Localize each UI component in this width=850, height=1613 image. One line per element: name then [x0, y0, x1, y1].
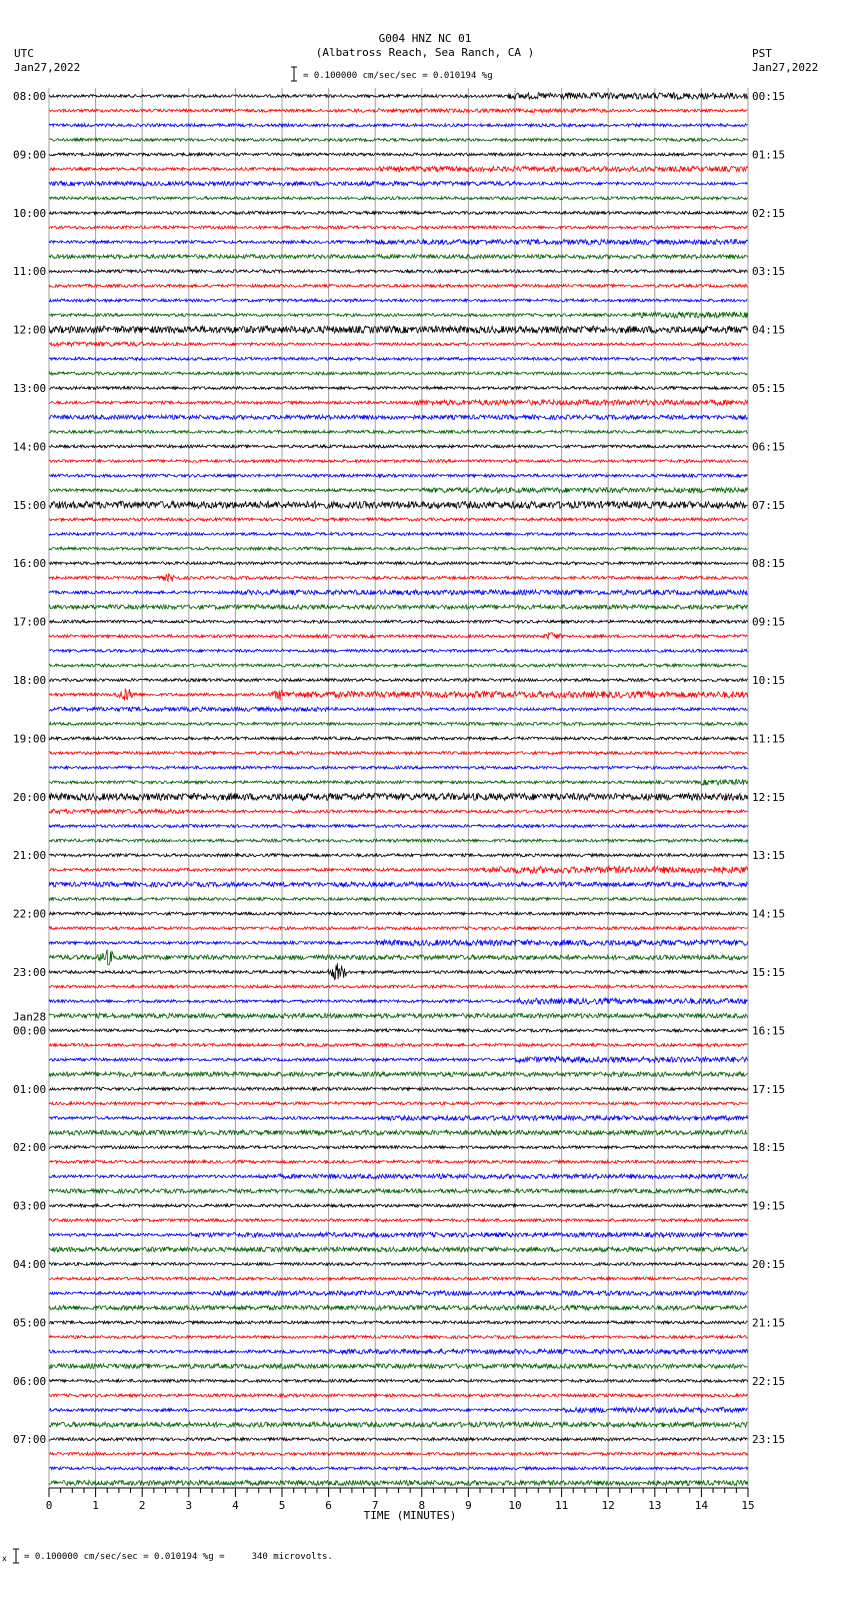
trace-4 — [49, 153, 748, 156]
trace-85 — [49, 1336, 748, 1339]
utc-hour-label: 09:00 — [13, 148, 47, 162]
trace-94 — [49, 1467, 748, 1470]
trace-87 — [49, 1364, 748, 1369]
x-tick-label: 11 — [554, 1499, 569, 1512]
trace-63 — [49, 1013, 748, 1018]
trace-62 — [49, 998, 748, 1004]
utc-hour-label: 13:00 — [13, 382, 47, 395]
utc-hour-label: 19:00 — [13, 732, 47, 746]
trace-15 — [49, 312, 748, 318]
pst-hour-label: 12:15 — [752, 790, 786, 804]
trace-95 — [49, 1480, 748, 1485]
trace-93 — [49, 1452, 748, 1455]
trace-14 — [49, 299, 748, 302]
trace-24 — [49, 445, 748, 448]
trace-69 — [49, 1102, 748, 1105]
trace-73 — [49, 1160, 748, 1163]
trace-37 — [49, 633, 748, 639]
x-tick-label: 6 — [325, 1499, 332, 1512]
x-tick-label: 9 — [465, 1499, 472, 1512]
utc-hour-label: 01:00 — [13, 1082, 47, 1096]
utc-hour-label: 00:00 — [13, 1024, 47, 1038]
scale-text: = 0.100000 cm/sec/sec = 0.010194 %g — [303, 71, 493, 81]
trace-22 — [49, 415, 748, 419]
trace-35 — [49, 605, 748, 609]
footer-scale-text: = 0.100000 cm/sec/sec = 0.010194 %g = 340 microvolts. — [24, 1552, 333, 1562]
trace-67 — [49, 1072, 748, 1077]
trace-18 — [49, 357, 748, 360]
trace-23 — [49, 430, 748, 433]
x-tick-label: 4 — [232, 1499, 239, 1512]
trace-40 — [49, 679, 748, 682]
trace-16 — [49, 326, 748, 333]
trace-36 — [49, 620, 748, 623]
trace-80 — [49, 1263, 748, 1266]
trace-2 — [49, 124, 748, 127]
right-date: Jan27,2022 — [752, 61, 819, 74]
trace-83 — [49, 1305, 748, 1310]
x-tick-label: 10 — [508, 1499, 522, 1512]
utc-hour-label: 02:00 — [13, 1141, 47, 1155]
trace-82 — [49, 1291, 748, 1296]
x-tick-label: 1 — [92, 1499, 99, 1512]
trace-29 — [49, 518, 748, 521]
trace-61 — [49, 985, 748, 988]
utc-hour-label: 14:00 — [13, 440, 47, 454]
trace-27 — [49, 488, 748, 493]
trace-84 — [49, 1321, 748, 1324]
trace-28 — [49, 501, 748, 508]
utc-hour-label: 15:00 — [13, 498, 47, 512]
x-tick-label: 2 — [138, 1499, 146, 1512]
trace-21 — [49, 400, 748, 406]
pst-hour-label: 05:15 — [752, 382, 786, 395]
pst-hour-label: 14:15 — [752, 907, 786, 921]
utc-hour-label: 05:00 — [13, 1316, 47, 1330]
trace-86 — [49, 1349, 748, 1354]
trace-0 — [49, 93, 748, 100]
trace-75 — [49, 1189, 748, 1193]
station-title: G004 HNZ NC 01 — [378, 32, 472, 45]
trace-66 — [49, 1057, 748, 1063]
utc-hour-label: 18:00 — [13, 674, 47, 687]
trace-31 — [49, 547, 748, 550]
trace-45 — [49, 752, 748, 755]
utc-hour-label: 04:00 — [13, 1258, 47, 1271]
trace-8 — [49, 211, 748, 214]
pst-hour-label: 13:15 — [752, 849, 786, 863]
trace-78 — [49, 1232, 748, 1237]
trace-11 — [49, 255, 748, 259]
x-tick-label: 12 — [601, 1499, 615, 1512]
trace-38 — [49, 649, 748, 652]
utc-hour-label: 20:00 — [13, 790, 47, 804]
pst-hour-label: 17:15 — [752, 1082, 786, 1096]
trace-70 — [49, 1116, 748, 1121]
trace-33 — [49, 574, 748, 582]
pst-hour-label: 15:15 — [752, 966, 786, 979]
left-timezone: UTC — [14, 47, 34, 60]
x-tick-label: 3 — [185, 1499, 193, 1512]
trace-52 — [49, 854, 748, 857]
trace-50 — [49, 825, 748, 828]
utc-hour-label: 17:00 — [13, 615, 47, 629]
x-axis-title: TIME (MINUTES) — [363, 1509, 457, 1522]
trace-68 — [49, 1087, 748, 1090]
trace-46 — [49, 766, 748, 769]
trace-25 — [49, 460, 748, 463]
trace-79 — [49, 1247, 748, 1252]
footer-scale-icon — [2, 1548, 22, 1564]
trace-81 — [49, 1277, 748, 1280]
trace-64 — [49, 1029, 748, 1032]
utc-hour-label: 23:00 — [13, 966, 47, 979]
trace-12 — [49, 270, 748, 273]
trace-71 — [49, 1130, 748, 1135]
date-change-label: Jan28 — [13, 1010, 47, 1024]
trace-20 — [49, 387, 748, 390]
trace-59 — [49, 950, 748, 965]
utc-hour-label: 10:00 — [13, 206, 47, 220]
trace-9 — [49, 226, 748, 229]
x-tick-label: 7 — [371, 1499, 379, 1512]
x-tick-label: 13 — [648, 1499, 662, 1512]
trace-88 — [49, 1379, 748, 1382]
pst-hour-label: 01:15 — [752, 148, 786, 162]
svg-text:x: x — [2, 1554, 7, 1563]
trace-58 — [49, 940, 748, 946]
x-tick-label: 14 — [694, 1499, 709, 1512]
pst-hour-label: 02:15 — [752, 206, 786, 220]
pst-hour-label: 18:15 — [752, 1141, 786, 1155]
trace-7 — [49, 197, 748, 200]
trace-30 — [49, 533, 748, 536]
trace-91 — [49, 1422, 748, 1427]
pst-hour-label: 23:15 — [752, 1433, 786, 1447]
utc-hour-label: 11:00 — [13, 265, 47, 279]
trace-32 — [49, 562, 748, 565]
pst-hour-label: 19:15 — [752, 1199, 786, 1213]
pst-hour-label: 09:15 — [752, 615, 786, 629]
trace-47 — [49, 779, 748, 785]
utc-hour-label: 06:00 — [13, 1374, 47, 1388]
pst-hour-label: 10:15 — [752, 674, 786, 687]
trace-72 — [49, 1146, 748, 1149]
x-tick-label: 15 — [741, 1499, 755, 1512]
trace-26 — [49, 474, 748, 477]
utc-hour-label: 07:00 — [13, 1433, 47, 1447]
trace-5 — [49, 166, 748, 171]
pst-hour-label: 22:15 — [752, 1374, 786, 1388]
trace-44 — [49, 737, 748, 740]
trace-6 — [49, 181, 748, 185]
trace-3 — [49, 138, 748, 141]
trace-53 — [49, 866, 748, 873]
trace-65 — [49, 1044, 748, 1047]
seismic-traces — [49, 93, 748, 1486]
utc-hour-label: 22:00 — [13, 907, 47, 921]
trace-57 — [49, 927, 748, 930]
trace-92 — [49, 1438, 748, 1441]
trace-54 — [49, 882, 748, 887]
pst-hour-label: 11:15 — [752, 732, 786, 746]
trace-90 — [49, 1407, 748, 1412]
trace-17 — [49, 342, 748, 347]
utc-hour-label: 21:00 — [13, 849, 47, 863]
utc-hour-label: 03:00 — [13, 1199, 47, 1213]
trace-42 — [49, 707, 748, 711]
trace-19 — [49, 372, 748, 375]
trace-55 — [49, 898, 748, 901]
pst-hour-label: 03:15 — [752, 265, 786, 279]
trace-89 — [49, 1394, 748, 1397]
x-tick-label: 8 — [418, 1499, 426, 1512]
utc-hour-label: 16:00 — [13, 557, 47, 571]
trace-13 — [49, 284, 748, 287]
trace-48 — [49, 793, 748, 800]
pst-hour-label: 08:15 — [752, 557, 786, 571]
trace-10 — [49, 239, 748, 244]
x-tick-label: 0 — [45, 1499, 53, 1512]
left-date: Jan27,2022 — [14, 61, 81, 74]
station-location: (Albatross Reach, Sea Ranch, CA ) — [315, 46, 535, 59]
pst-hour-label: 20:15 — [752, 1258, 786, 1271]
trace-34 — [49, 590, 748, 595]
trace-51 — [49, 839, 748, 842]
pst-hour-label: 16:15 — [752, 1024, 786, 1038]
pst-hour-label: 21:15 — [752, 1316, 786, 1330]
trace-56 — [49, 912, 748, 915]
x-tick-label: 5 — [278, 1499, 286, 1512]
trace-76 — [49, 1204, 748, 1207]
trace-1 — [49, 109, 748, 113]
trace-49 — [49, 809, 748, 813]
pst-hour-label: 04:15 — [752, 323, 786, 337]
trace-41 — [49, 689, 748, 701]
trace-43 — [49, 722, 748, 725]
utc-hour-label: 08:00 — [13, 90, 47, 103]
trace-74 — [49, 1174, 748, 1179]
trace-60 — [49, 963, 748, 979]
right-timezone: PST — [752, 47, 772, 60]
pst-hour-label: 00:15 — [752, 90, 786, 103]
utc-hour-label: 12:00 — [13, 323, 47, 337]
trace-39 — [49, 664, 748, 667]
pst-hour-label: 06:15 — [752, 440, 786, 454]
pst-hour-label: 07:15 — [752, 498, 786, 512]
trace-77 — [49, 1219, 748, 1222]
